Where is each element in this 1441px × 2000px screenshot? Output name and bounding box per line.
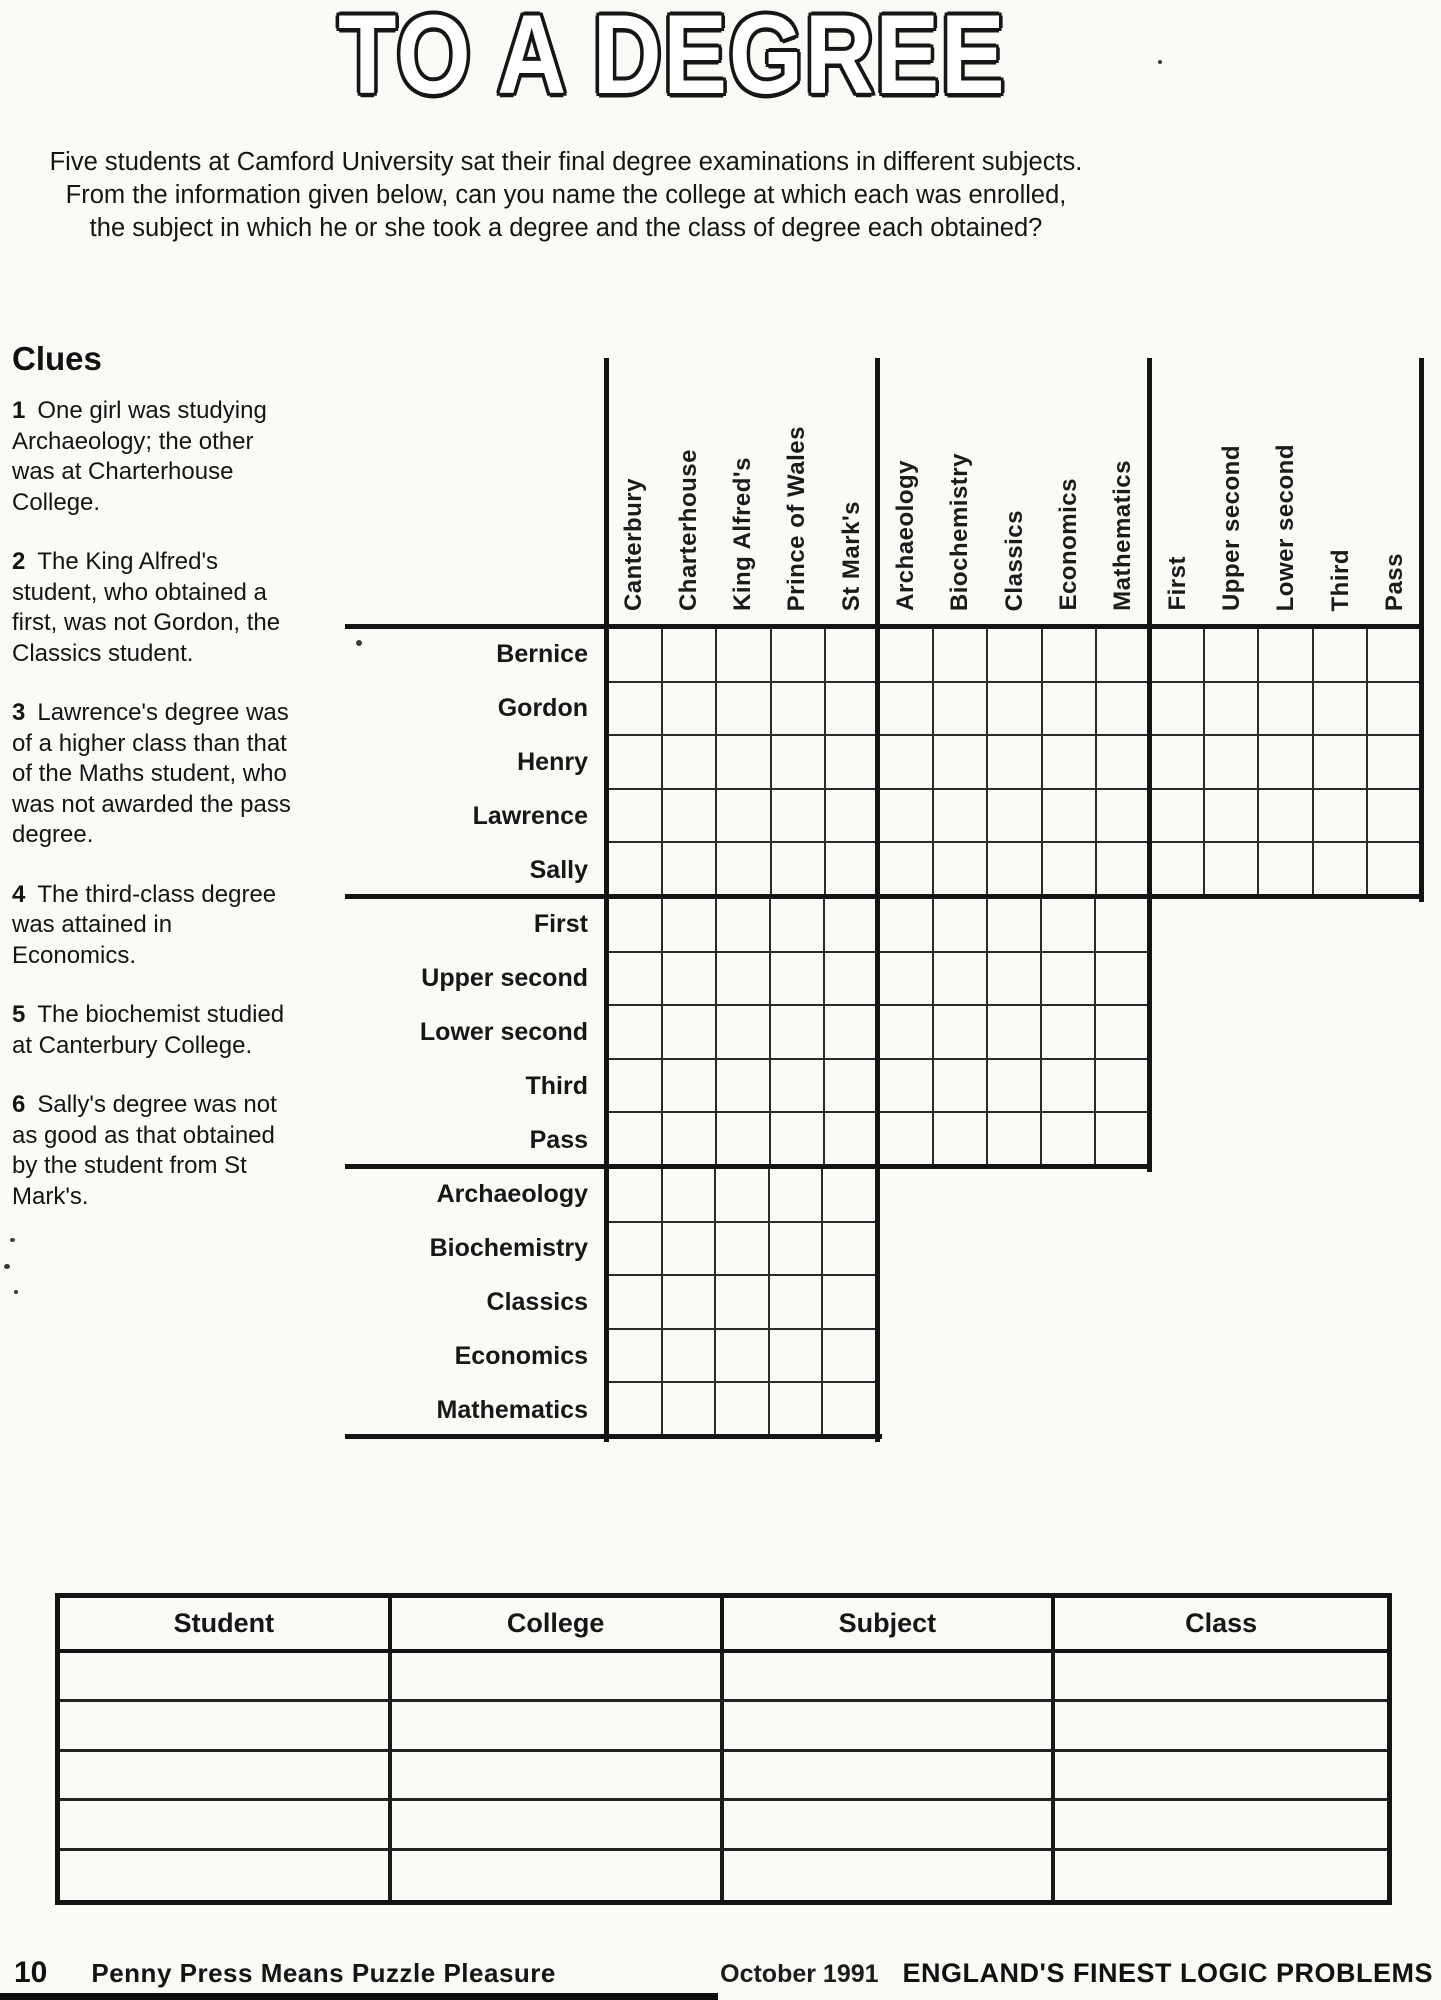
solution-cell[interactable] — [724, 1752, 1056, 1801]
clue-number: 5 — [12, 1001, 26, 1028]
grid-cell[interactable] — [934, 1113, 988, 1167]
footer-tagline: Penny Press Means Puzzle Pleasure — [91, 1957, 556, 1988]
grid-cell[interactable] — [609, 843, 663, 897]
grid-group-line — [345, 624, 1424, 629]
page-title: TO A DEGREE — [338, 0, 1007, 118]
clue-1 — [12, 396, 292, 518]
grid-cell[interactable] — [934, 843, 988, 897]
grid-cell[interactable] — [823, 1169, 877, 1223]
grid-cell[interactable] — [1205, 843, 1259, 897]
grid-cell[interactable] — [717, 683, 771, 737]
grid-cell[interactable] — [1096, 899, 1150, 953]
solution-header-class: Class — [1055, 1598, 1387, 1653]
grid-col-header-prince-of-wales: Prince of Wales — [783, 425, 810, 611]
grid-cell[interactable] — [880, 683, 934, 737]
grid-cell[interactable] — [663, 843, 717, 897]
grid-cell[interactable] — [988, 1060, 1042, 1114]
footer-brand: ENGLAND'S FINEST LOGIC PROBLEMS — [902, 1957, 1433, 1988]
solution-table — [55, 1593, 1392, 1905]
scan-speck — [14, 1290, 18, 1294]
grid-cell[interactable] — [771, 1060, 825, 1114]
grid-cell[interactable] — [609, 1113, 663, 1167]
grid-col-header-charterhouse: Charterhouse — [674, 448, 702, 611]
scan-speck — [10, 1238, 15, 1242]
grid-cell[interactable] — [716, 1169, 770, 1223]
grid-group-line — [1419, 358, 1424, 902]
solution-cell[interactable] — [60, 1653, 392, 1702]
solution-cell[interactable] — [724, 1851, 1056, 1900]
clue-text: The biochemist studied at Canterbury College. — [12, 1001, 285, 1059]
grid-row-label-biochemistry: Biochemistry — [429, 1233, 588, 1262]
grid-cell[interactable] — [717, 953, 771, 1007]
grid-cell[interactable] — [717, 736, 771, 790]
grid-cell[interactable] — [771, 899, 825, 953]
grid-row-label-sally: Sally — [529, 855, 588, 884]
grid-col-header-third: Third — [1326, 548, 1354, 611]
logic-grid-subjects-block — [607, 1167, 877, 1437]
grid-cell[interactable] — [663, 1113, 717, 1167]
grid-cell[interactable] — [988, 683, 1042, 737]
solution-cell[interactable] — [724, 1653, 1056, 1702]
grid-cell[interactable] — [1368, 736, 1422, 790]
solution-cell[interactable] — [724, 1801, 1056, 1850]
grid-col-header-classics: Classics — [1000, 509, 1028, 611]
grid-cell[interactable] — [1259, 683, 1313, 737]
grid-cell[interactable] — [1368, 683, 1422, 737]
grid-cell[interactable] — [1259, 736, 1313, 790]
grid-cell[interactable] — [609, 953, 663, 1007]
grid-cell[interactable] — [825, 1113, 879, 1167]
footer-left — [14, 1956, 556, 1990]
grid-cell[interactable] — [663, 629, 717, 683]
grid-cell[interactable] — [988, 843, 1042, 897]
grid-group-line — [604, 358, 609, 1442]
grid-cell[interactable] — [825, 899, 879, 953]
grid-cell[interactable] — [1151, 736, 1205, 790]
grid-col-header-mathematics: Mathematics — [1109, 460, 1136, 611]
grid-cell[interactable] — [772, 683, 826, 737]
grid-col-header-lower-second: Lower second — [1272, 443, 1299, 611]
grid-col-header-upper-second: Upper second — [1218, 444, 1245, 611]
grid-cell[interactable] — [1368, 629, 1422, 683]
grid-row-label-economics: Economics — [454, 1341, 588, 1370]
grid-cell[interactable] — [609, 1223, 663, 1277]
grid-cell[interactable] — [826, 843, 880, 897]
footer-issue-date: October 1991 — [720, 1959, 879, 1988]
solution-cell[interactable] — [60, 1801, 392, 1850]
solution-cell[interactable] — [1055, 1851, 1387, 1900]
grid-cell[interactable] — [1042, 1006, 1096, 1060]
grid-cell[interactable] — [988, 790, 1042, 844]
grid-cell[interactable] — [826, 736, 880, 790]
grid-cell[interactable] — [988, 899, 1042, 953]
grid-cell[interactable] — [770, 1330, 824, 1384]
grid-cell[interactable] — [663, 790, 717, 844]
grid-cell[interactable] — [879, 1060, 933, 1114]
grid-group-line — [345, 1164, 1152, 1169]
grid-cell[interactable] — [663, 1330, 717, 1384]
grid-cell[interactable] — [826, 629, 880, 683]
grid-group-line — [345, 1434, 882, 1439]
clue-number: 1 — [12, 397, 26, 424]
grid-group-line — [345, 894, 1424, 899]
grid-cell[interactable] — [609, 1006, 663, 1060]
grid-cell[interactable] — [826, 790, 880, 844]
grid-cell[interactable] — [663, 1169, 717, 1223]
grid-cell[interactable] — [771, 953, 825, 1007]
grid-cell[interactable] — [1205, 790, 1259, 844]
grid-cell[interactable] — [1042, 1113, 1096, 1167]
solution-cell[interactable] — [1055, 1752, 1387, 1801]
grid-cell[interactable] — [663, 899, 717, 953]
grid-cell[interactable] — [1151, 790, 1205, 844]
grid-cell[interactable] — [1042, 953, 1096, 1007]
grid-col-header-canterbury: Canterbury — [620, 477, 647, 611]
solution-header-student: Student — [60, 1598, 392, 1653]
grid-cell[interactable] — [1043, 790, 1097, 844]
grid-cell[interactable] — [717, 629, 771, 683]
grid-cell[interactable] — [880, 736, 934, 790]
grid-cell[interactable] — [772, 629, 826, 683]
intro-line: From the information given below, can you name the college at which each was enrolled, — [65, 181, 1067, 209]
grid-cell[interactable] — [609, 1169, 663, 1223]
grid-cell[interactable] — [988, 736, 1042, 790]
solution-cell[interactable] — [60, 1702, 392, 1751]
grid-cell[interactable] — [879, 953, 933, 1007]
grid-cell[interactable] — [988, 629, 1042, 683]
grid-cell[interactable] — [879, 1006, 933, 1060]
grid-cell[interactable] — [609, 629, 663, 683]
grid-cell[interactable] — [825, 1060, 879, 1114]
grid-cell[interactable] — [879, 1113, 933, 1167]
grid-row-label-bernice: Bernice — [496, 639, 588, 668]
footer-right — [720, 1958, 1433, 1989]
solution-cell[interactable] — [60, 1752, 392, 1801]
solution-cell[interactable] — [392, 1752, 724, 1801]
grid-cell[interactable] — [770, 1223, 824, 1277]
page-footer — [14, 1950, 1433, 1996]
grid-cell[interactable] — [1205, 629, 1259, 683]
grid-cell[interactable] — [934, 736, 988, 790]
grid-cell[interactable] — [717, 1006, 771, 1060]
clue-text: Sally's degree was not as good as that obtained by the student from St Mark's. — [12, 1091, 277, 1210]
grid-cell[interactable] — [825, 953, 879, 1007]
grid-row-label-henry: Henry — [517, 747, 588, 776]
scan-speck — [1158, 60, 1162, 64]
grid-cell[interactable] — [1151, 683, 1205, 737]
grid-col-header-first: First — [1163, 556, 1191, 611]
grid-cell[interactable] — [772, 790, 826, 844]
grid-cell[interactable] — [988, 1113, 1042, 1167]
clue-text: The King Alfred's student, who obtained a first, was not Gordon, the Classics student. — [12, 548, 281, 667]
grid-row-label-gordon: Gordon — [497, 693, 588, 722]
grid-cell[interactable] — [771, 1113, 825, 1167]
grid-cell[interactable] — [1314, 683, 1368, 737]
grid-cell[interactable] — [771, 1006, 825, 1060]
grid-cell[interactable] — [934, 953, 988, 1007]
grid-cell[interactable] — [934, 683, 988, 737]
clue-number: 2 — [12, 548, 26, 575]
solution-cell[interactable] — [1055, 1653, 1387, 1702]
grid-cell[interactable] — [1151, 629, 1205, 683]
solution-cell[interactable] — [1055, 1801, 1387, 1850]
solution-cell[interactable] — [392, 1851, 724, 1900]
grid-cell[interactable] — [609, 1383, 663, 1437]
grid-cell[interactable] — [1043, 683, 1097, 737]
grid-cell[interactable] — [663, 1383, 717, 1437]
scan-artifact-bar — [0, 1993, 718, 2000]
grid-cell[interactable] — [934, 790, 988, 844]
grid-cell[interactable] — [934, 899, 988, 953]
clue-number: 6 — [12, 1091, 26, 1118]
intro-line: Five students at Camford University sat their final degree examinations in different subjects. — [49, 148, 1083, 176]
grid-cell[interactable] — [609, 1060, 663, 1114]
grid-cell[interactable] — [934, 1006, 988, 1060]
grid-row-label-pass: Pass — [529, 1125, 588, 1154]
grid-row-label-third: Third — [525, 1071, 588, 1100]
grid-cell[interactable] — [772, 843, 826, 897]
grid-cell[interactable] — [1314, 736, 1368, 790]
grid-cell[interactable] — [717, 1113, 771, 1167]
grid-row-label-classics: Classics — [486, 1287, 588, 1316]
grid-col-header-economics: Economics — [1055, 478, 1082, 611]
page-number: 10 — [14, 1956, 48, 1989]
clues-heading: Clues — [12, 340, 102, 377]
solution-cell[interactable] — [60, 1851, 392, 1900]
grid-cell[interactable] — [1097, 683, 1151, 737]
grid-cell[interactable] — [717, 899, 771, 953]
grid-col-header-pass: Pass — [1381, 552, 1408, 611]
grid-row-label-archaeology: Archaeology — [436, 1179, 588, 1208]
grid-cell[interactable] — [823, 1223, 877, 1277]
grid-cell[interactable] — [716, 1330, 770, 1384]
grid-cell[interactable] — [880, 790, 934, 844]
grid-cell[interactable] — [770, 1169, 824, 1223]
grid-cell[interactable] — [988, 1006, 1042, 1060]
grid-cell[interactable] — [1368, 843, 1422, 897]
grid-row-label-upper-second: Upper second — [421, 963, 588, 992]
grid-cell[interactable] — [772, 736, 826, 790]
grid-cell[interactable] — [1096, 1060, 1150, 1114]
grid-cell[interactable] — [1097, 843, 1151, 897]
grid-row-label-mathematics: Mathematics — [436, 1395, 588, 1424]
clue-text: The third-class degree was attained in Economics. — [12, 880, 277, 969]
grid-row-label-first: First — [533, 909, 588, 938]
clue-text: Lawrence's degree was of a higher class than that of the Maths student, who was not awarded the pass degree. — [12, 699, 291, 848]
grid-cell[interactable] — [1368, 790, 1422, 844]
grid-cell[interactable] — [879, 899, 933, 953]
grid-cell[interactable] — [1259, 843, 1313, 897]
solution-cell[interactable] — [392, 1702, 724, 1751]
grid-cell[interactable] — [988, 953, 1042, 1007]
grid-cell[interactable] — [1097, 736, 1151, 790]
grid-cell[interactable] — [1043, 843, 1097, 897]
grid-cell[interactable] — [825, 1006, 879, 1060]
grid-cell[interactable] — [823, 1330, 877, 1384]
solution-cell[interactable] — [392, 1653, 724, 1702]
grid-cell[interactable] — [1314, 790, 1368, 844]
grid-cell[interactable] — [717, 1060, 771, 1114]
grid-cell[interactable] — [934, 629, 988, 683]
grid-cell[interactable] — [1096, 1113, 1150, 1167]
solution-header-college: College — [392, 1598, 724, 1653]
grid-cell[interactable] — [1043, 736, 1097, 790]
grid-cell[interactable] — [663, 1060, 717, 1114]
grid-cell[interactable] — [609, 683, 663, 737]
grid-cell[interactable] — [609, 899, 663, 953]
grid-cell[interactable] — [1042, 1060, 1096, 1114]
grid-col-header-biochemistry: Biochemistry — [946, 452, 973, 611]
solution-cell[interactable] — [724, 1702, 1056, 1751]
grid-cell[interactable] — [880, 843, 934, 897]
grid-cell[interactable] — [770, 1276, 824, 1330]
grid-cell[interactable] — [609, 1330, 663, 1384]
grid-cell[interactable] — [880, 629, 934, 683]
grid-row-label-lawrence: Lawrence — [472, 801, 588, 830]
grid-cell[interactable] — [609, 736, 663, 790]
grid-group-line — [1147, 358, 1152, 1172]
intro-line: the subject in which he or she took a degree and the class of degree each obtained? — [89, 214, 1043, 242]
grid-cell[interactable] — [663, 736, 717, 790]
clue-number: 3 — [12, 699, 26, 726]
grid-cell[interactable] — [663, 683, 717, 737]
grid-cell[interactable] — [1259, 629, 1313, 683]
grid-cell[interactable] — [663, 1223, 717, 1277]
clue-number: 4 — [12, 880, 26, 908]
intro-paragraph — [0, 146, 1132, 245]
grid-row-label-lower-second: Lower second — [419, 1017, 588, 1046]
grid-cell[interactable] — [823, 1276, 877, 1330]
grid-cell[interactable] — [1097, 790, 1151, 844]
solution-header-subject: Subject — [724, 1598, 1056, 1653]
title-block — [0, 0, 1345, 118]
grid-cell[interactable] — [1151, 843, 1205, 897]
grid-cell[interactable] — [1096, 1006, 1150, 1060]
grid-cell[interactable] — [609, 790, 663, 844]
grid-col-header-archaeology: Archaeology — [892, 460, 919, 611]
grid-cell[interactable] — [716, 1223, 770, 1277]
grid-cell[interactable] — [716, 1383, 770, 1437]
grid-cell[interactable] — [716, 1276, 770, 1330]
grid-cell[interactable] — [1314, 629, 1368, 683]
grid-col-header-st-marks: St Mark's — [837, 500, 865, 611]
grid-cell[interactable] — [609, 1276, 663, 1330]
grid-cell[interactable] — [1043, 629, 1097, 683]
grid-cell[interactable] — [717, 790, 771, 844]
grid-cell[interactable] — [663, 1006, 717, 1060]
grid-cell[interactable] — [1205, 683, 1259, 737]
grid-cell[interactable] — [934, 1060, 988, 1114]
solution-cell[interactable] — [1055, 1702, 1387, 1751]
grid-cell[interactable] — [823, 1383, 877, 1437]
grid-cell[interactable] — [826, 683, 880, 737]
grid-cell[interactable] — [663, 1276, 717, 1330]
grid-cell[interactable] — [770, 1383, 824, 1437]
grid-col-header-king-alfreds: King Alfred's — [729, 457, 756, 611]
grid-cell[interactable] — [1259, 790, 1313, 844]
grid-cell[interactable] — [717, 843, 771, 897]
grid-cell[interactable] — [1314, 843, 1368, 897]
grid-group-line — [875, 358, 880, 1442]
logic-grid-students-block — [607, 627, 1422, 897]
grid-cell[interactable] — [1096, 953, 1150, 1007]
clue-text: One girl was studying Archaeology; the other was at Charterhouse College. — [12, 397, 267, 516]
grid-cell[interactable] — [663, 953, 717, 1007]
solution-cell[interactable] — [392, 1801, 724, 1850]
scan-speck — [4, 1264, 10, 1269]
scan-speck — [356, 640, 362, 646]
grid-cell[interactable] — [1097, 629, 1151, 683]
grid-cell[interactable] — [1205, 736, 1259, 790]
grid-cell[interactable] — [1042, 899, 1096, 953]
